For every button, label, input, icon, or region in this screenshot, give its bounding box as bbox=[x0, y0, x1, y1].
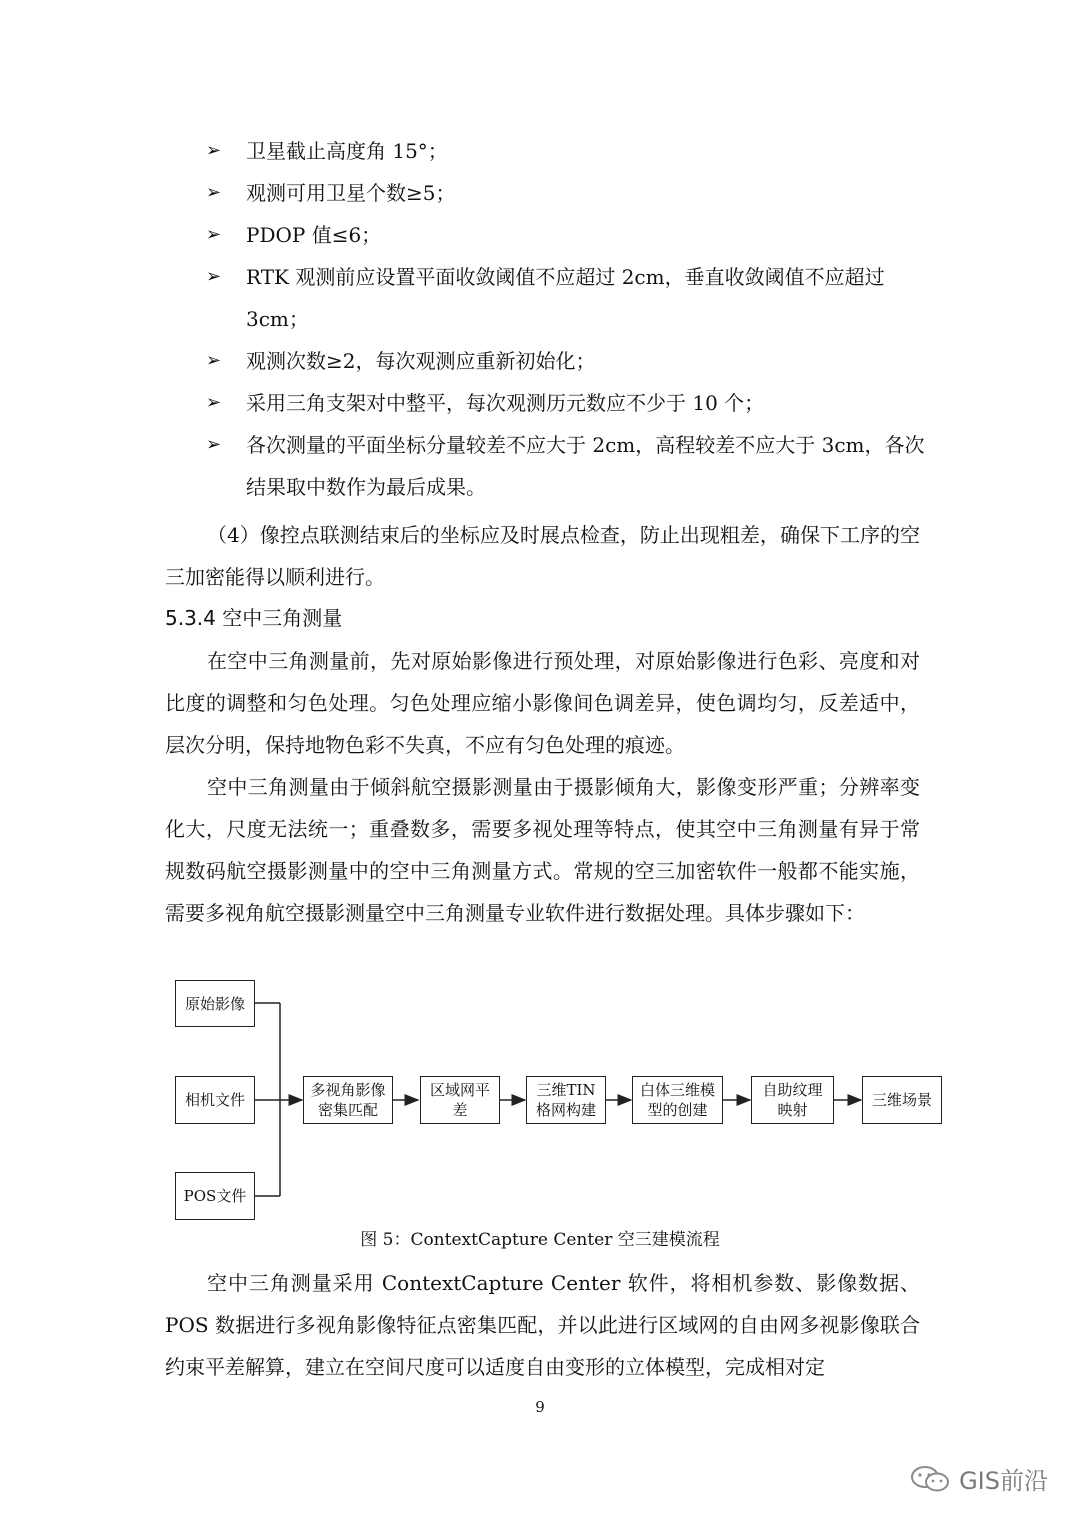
input-box-pos-file: POS文件 bbox=[175, 1172, 255, 1220]
bullet-list bbox=[200, 130, 940, 508]
step-box-white-model: 白体三维模型的创建 bbox=[632, 1076, 723, 1124]
arrow-bullet-icon: ➢ bbox=[206, 350, 222, 371]
arrow-bullet-icon: ➢ bbox=[206, 182, 222, 203]
page-number: 9 bbox=[535, 1398, 545, 1416]
input-box-raw-images: 原始影像 bbox=[175, 980, 255, 1027]
arrow-bullet-icon: ➢ bbox=[206, 434, 222, 455]
section-heading: 5.3.4 空中三角测量 bbox=[165, 606, 343, 630]
watermark-text: GIS前沿 bbox=[959, 1467, 1048, 1495]
figure-caption: 图 5：ContextCapture Center 空三建模流程 bbox=[360, 1230, 720, 1250]
list-item: ➢ 卫星截止高度角 15°； bbox=[200, 130, 940, 172]
paragraph-preprocess: 在空中三角测量前，先对原始影像进行预处理，对原始影像进行色彩、亮度和对比度的调整和匀色处理。匀色处理应缩小影像间色调差异，使色调均匀，反差适中，层次分明，保持地物色彩不失真，不应有匀色处理的痕迹。 bbox=[165, 649, 920, 757]
list-item: ➢ 观测次数≥2，每次观测应重新初始化； bbox=[200, 340, 940, 382]
paragraph-aerial-triangulation: 空中三角测量由于倾斜航空摄影测量由于摄影倾角大，影像变形严重；分辨率变化大，尺度无法统一；重叠数多，需要多视处理等特点，使其空中三角测量有异于常规数码航空摄影测量中的空中三角测量方式。常规的空三加密软件一般都不能实施，需要多视角航空摄影测量空中三角测量专业软件进行数据处理。具体步骤如下： bbox=[165, 775, 920, 925]
step-box-dense-matching: 多视角影像密集匹配 bbox=[303, 1076, 393, 1124]
step-box-3d-scene: 三维场景 bbox=[862, 1076, 942, 1124]
list-item: ➢ 各次测量的平面坐标分量较差不应大于 2cm，高程较差不应大于 3cm，各次结果取中数作为最后成果。 bbox=[200, 424, 940, 508]
watermark bbox=[909, 1461, 1048, 1496]
arrow-bullet-icon: ➢ bbox=[206, 266, 222, 287]
list-item: ➢ PDOP 值≤6； bbox=[200, 214, 940, 256]
arrow-bullet-icon: ➢ bbox=[206, 224, 222, 245]
step-box-block-adjustment: 区域网平差 bbox=[420, 1076, 500, 1124]
list-item: ➢ RTK 观测前应设置平面收敛阈值不应超过 2cm，垂直收敛阈值不应超过 3cm； bbox=[200, 256, 940, 340]
paragraph-4: （4）像控点联测结束后的坐标应及时展点检查，防止出现粗差，确保下工序的空三加密能得以顺利进行。 bbox=[165, 523, 920, 589]
input-box-camera-file: 相机文件 bbox=[175, 1076, 255, 1124]
arrow-bullet-icon: ➢ bbox=[206, 140, 222, 161]
list-item: ➢ 采用三角支架对中整平，每次观测历元数应不少于 10 个； bbox=[200, 382, 940, 424]
list-item: ➢ 观测可用卫星个数≥5； bbox=[200, 172, 940, 214]
arrow-bullet-icon: ➢ bbox=[206, 392, 222, 413]
wechat-icon bbox=[909, 1464, 953, 1494]
paragraph-contextcapture: 空中三角测量采用 ContextCapture Center 软件，将相机参数、影像数据、POS 数据进行多视角影像特征点密集匹配，并以此进行区域网的自由网多视影像联合约束平差解算，建立在空间尺度可以适度自由变形的立体模型，完成相对定 bbox=[165, 1271, 920, 1379]
step-box-tin-mesh: 三维TIN格网构建 bbox=[526, 1076, 606, 1124]
step-box-texture-mapping: 自助纹理映射 bbox=[751, 1076, 834, 1124]
